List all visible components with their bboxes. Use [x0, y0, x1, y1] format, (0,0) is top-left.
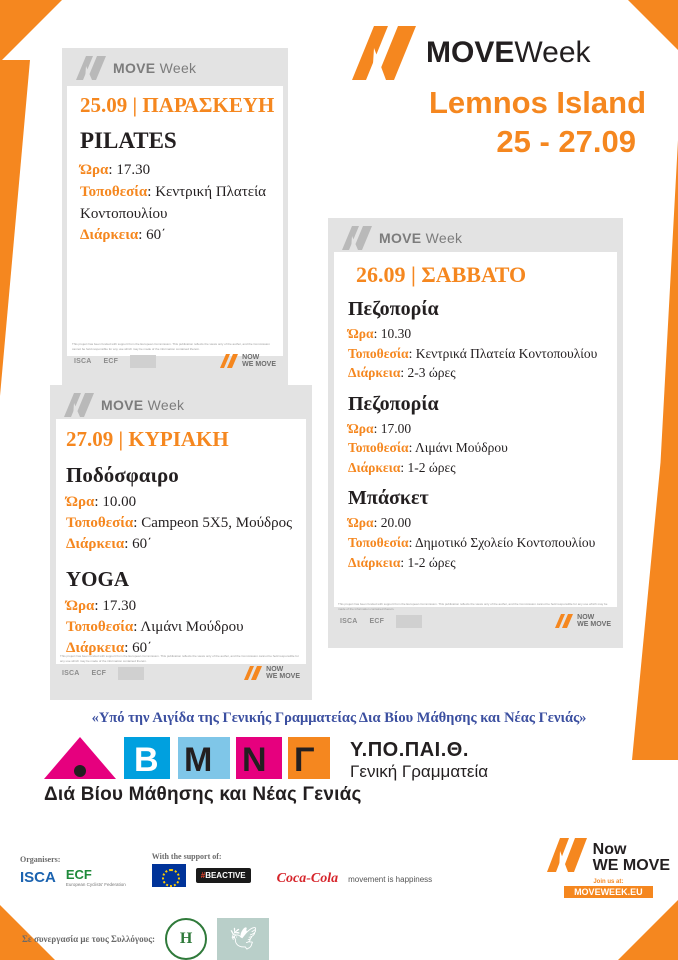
card-footer-logos: [56, 663, 306, 681]
eu-logo: [130, 355, 156, 368]
move-chevron-logo-icon: [244, 666, 262, 680]
activity-time-value: : 10.30: [373, 326, 412, 341]
activity-time: [348, 513, 616, 533]
day-card-sunday: [50, 385, 312, 700]
activity-time-value: : 20.00: [373, 515, 412, 531]
card-logo: [50, 385, 312, 417]
brand-title: [426, 38, 591, 68]
activity-place: [348, 344, 616, 364]
patronage-line: «Υπό την Αιγίδα της Γενικής Γραμματείας Δια Βίου Μάθησης και Νέας Γενιάς»: [91, 710, 587, 726]
activity-place: [66, 513, 302, 534]
card-footer-fineprint: This project has been funded with support from the European Commission. This publication reflects the views only of the author, and the Commission cannot be held responsible for any use which may be made of the information contained therein.: [338, 602, 608, 611]
activity-time-label: Ώρα: [348, 420, 374, 436]
card-date-saturday: 26.09 | ΣΑΒΒΑΤΟ: [356, 262, 527, 287]
organisers-label: Organisers:: [20, 855, 61, 864]
activity-duration-value: : 2-3 ώρες: [400, 365, 456, 381]
ecf-logo: ECF: [103, 357, 119, 365]
activity-title: Πεζοπορία: [348, 298, 439, 320]
activity-time: [66, 596, 302, 617]
card-footer-logos: [334, 611, 617, 629]
activity-time-label: Ώρα: [348, 326, 374, 341]
now-we-move-logo: [555, 614, 611, 629]
nwm-line1: NOW: [577, 614, 595, 621]
nwm-line1: NOW: [242, 354, 260, 361]
activity-duration-value: : 60΄: [138, 227, 167, 244]
svg-text:M: M: [184, 741, 213, 779]
ministry-name: Υ.ΠΟ.ΠΑΙ.Θ.: [350, 739, 469, 761]
corner-decoration-bottom-right: [618, 900, 678, 960]
support-group: [152, 852, 251, 887]
activity-duration-value: : 60΄: [124, 640, 153, 656]
poster-location: Lemnos Island: [428, 85, 646, 120]
gsdvm-logo-icon: [36, 735, 336, 781]
now-we-move-logo: [220, 354, 276, 369]
card-footer: [68, 340, 282, 382]
card-footer: [334, 600, 617, 642]
activity-place-value: : Campeon 5X5, Μούδρος: [133, 515, 293, 531]
card-date-sunday: 27.09 | ΚΥΡΙΑΚΗ: [66, 427, 229, 451]
activity-item: [66, 567, 302, 659]
activity-time: [66, 492, 302, 513]
isca-logo: ISCA: [20, 868, 56, 886]
activity-duration-label: Διάρκεια: [66, 640, 125, 656]
coca-cola-logo: Coca-Cola: [276, 871, 339, 886]
card-logo-week: Week: [143, 397, 185, 413]
activity-place: [80, 182, 280, 226]
move-chevron-logo-icon: [76, 56, 106, 80]
card-logo: [328, 218, 623, 250]
collaboration-section: [22, 918, 269, 960]
card-logo-move: MOVE: [101, 397, 144, 413]
activity-duration: [80, 225, 280, 247]
activity-duration-label: Διάρκεια: [80, 227, 139, 244]
eu-flag-icon: [152, 864, 186, 887]
activity-duration-label: Διάρκεια: [348, 554, 401, 570]
isca-logo: ISCA: [340, 617, 358, 625]
coca-cola-tagline: movement is happiness: [348, 874, 433, 884]
svg-text:B: B: [134, 741, 159, 779]
card-footer-logos: [68, 351, 282, 369]
card-logo-move: MOVE: [379, 230, 422, 246]
activity-duration-label: Διάρκεια: [348, 365, 401, 381]
activity-time-label: Ώρα: [66, 598, 95, 614]
move-chevron-logo-icon: [64, 393, 94, 417]
ecf-logo: ECF: [369, 617, 385, 625]
move-chevron-logo-icon: [352, 26, 416, 80]
nwm-line1: Now: [592, 840, 627, 858]
activity-time-label: Ώρα: [66, 494, 95, 510]
card-date-friday: 25.09 | ΠΑΡΑΣΚΕΥΗ: [80, 93, 275, 117]
card-body-friday: [80, 128, 280, 247]
activity-place-label: Τοποθεσία: [80, 183, 148, 200]
activity-time: [348, 324, 616, 344]
now-we-move-text: [242, 354, 276, 369]
activity-duration-value: : 1-2 ώρες: [400, 459, 456, 475]
now-we-move-text: [266, 666, 300, 681]
activity-item: [348, 298, 616, 383]
activity-time-value: : 10.00: [94, 494, 137, 510]
activity-duration-label: Διάρκεια: [66, 536, 125, 552]
activity-title: YOGA: [66, 567, 129, 591]
isca-logo: ISCA: [62, 669, 80, 677]
isca-logo: ISCA: [74, 357, 92, 365]
activity-time: [348, 419, 616, 439]
svg-text:N: N: [242, 741, 267, 779]
ecf-logo: [66, 867, 126, 887]
activity-duration: [348, 363, 616, 383]
eu-logo: [396, 615, 422, 628]
card-body-sunday: [66, 463, 302, 659]
nwm-line2: WE MOVE: [242, 361, 276, 369]
activity-title: Ποδόσφαιρο: [66, 463, 179, 487]
poster-header: [352, 26, 658, 160]
card-logo-week: Week: [155, 60, 197, 76]
activity-item: [348, 487, 616, 572]
activity-item: [348, 393, 616, 478]
activity-place-value: : Δημοτικό Σχολείο Κοντοπουλίου: [408, 534, 596, 550]
ecf-label: ECF: [65, 867, 92, 882]
activity-item: [66, 463, 302, 555]
poster-dates: 25 - 27.09: [496, 124, 636, 160]
activity-place: [66, 617, 302, 638]
activity-place-label: Τοποθεσία: [348, 440, 409, 456]
activity-duration-label: Διάρκεια: [348, 459, 401, 475]
card-logo: [62, 48, 288, 80]
now-we-move-text: [593, 842, 670, 874]
card-footer-fineprint: This project has been funded with support from the European Commission. This publication reflects the views only of the author, and the Commission cannot be held responsible for any use which may be made of the information contained therein.: [60, 654, 299, 663]
card-logo-move: MOVE: [113, 60, 156, 76]
collaboration-label: Σε συνεργασία με τους Συλλόγους:: [22, 934, 156, 944]
activity-place-value: : Κεντρικά Πλατεία Κοντοπουλίου: [408, 345, 598, 361]
activity-title: Μπάσκετ: [348, 487, 429, 510]
move-chevron-logo-icon: [342, 226, 372, 250]
activity-place-label: Τοποθεσία: [348, 345, 409, 361]
cocacola-group: [277, 871, 433, 887]
card-logo-text: [113, 60, 196, 76]
activity-duration: [348, 553, 616, 573]
ministry-subtitle: Διά Βίου Μάθησης και Νέας Γενιάς: [44, 784, 362, 805]
eu-logo: [118, 667, 144, 680]
ecf-sublabel: European Cyclists' Federation: [65, 882, 126, 887]
organisers-group: [20, 855, 126, 887]
beactive-hash: #: [200, 871, 206, 880]
now-we-move-logo: [244, 666, 300, 681]
activity-duration-value: : 60΄: [124, 536, 153, 552]
card-footer-fineprint: This project has been funded with support from the European Commission. This publication reflects the views only of the author, and the Commission cannot be held responsible for any use which may be made of the information contained therein.: [72, 342, 270, 351]
brand-move: MOVE: [426, 36, 515, 69]
beactive-label: BEACTIVE: [205, 871, 246, 880]
activity-duration-value: : 1-2 ώρες: [400, 554, 456, 570]
join-us-label: Join us at:: [593, 879, 624, 885]
card-logo-text: [379, 230, 462, 246]
ministry-block: [36, 735, 636, 782]
dove-icon: 🕊: [217, 918, 269, 960]
now-we-move-text: [577, 614, 611, 629]
card-logo-text: [101, 397, 184, 413]
nwm-line2: WE MOVE: [266, 673, 300, 681]
ecf-logo: ECF: [91, 669, 107, 677]
brand-week: Week: [514, 36, 591, 69]
activity-title: PILATES: [80, 128, 177, 153]
activity-time-label: Ώρα: [80, 162, 109, 178]
beactive-logo: [196, 868, 251, 883]
activity-place: [348, 533, 616, 553]
activity-duration: [348, 458, 616, 478]
corner-decoration-top-left: [0, 0, 62, 62]
seal-letter: H: [179, 930, 193, 947]
move-chevron-logo-icon: [220, 354, 238, 368]
activity-time-label: Ώρα: [348, 515, 374, 531]
edge-decoration-right: [632, 140, 678, 760]
activity-item: [80, 128, 280, 247]
move-chevron-logo-icon: [555, 614, 573, 628]
activity-time-value: : 17.30: [108, 162, 151, 178]
activity-place-value: : Κεντρική Πλατεία Κοντοπουλίου: [80, 183, 266, 222]
activity-place: [348, 438, 616, 458]
activity-place-label: Τοποθεσία: [66, 619, 134, 635]
activity-time-value: : 17.30: [94, 598, 137, 614]
card-body-saturday: [348, 298, 616, 572]
nwm-line2: WE MOVE: [577, 621, 611, 629]
activity-place-value: : Λιμάνι Μούδρου: [408, 440, 508, 456]
activity-title: Πεζοπορία: [348, 392, 439, 415]
activity-place-label: Τοποθεσία: [66, 515, 134, 531]
card-footer: [56, 652, 306, 694]
move-chevron-logo-icon: [547, 838, 587, 877]
activity-time: [80, 160, 280, 182]
ministry-secretariat: Γενική Γραμματεία: [350, 762, 489, 781]
activity-duration: [66, 534, 302, 555]
card-logo-week: Week: [421, 230, 463, 246]
now-we-move-badge[interactable]: [547, 838, 670, 898]
nwm-line1: NOW: [266, 666, 284, 673]
ministry-text: [350, 735, 488, 782]
club-seal-icon: [165, 918, 207, 960]
support-label: With the support of:: [151, 852, 222, 861]
day-card-friday: [62, 48, 288, 388]
nwm-line2: WE MOVE: [592, 856, 670, 874]
moveweek-url[interactable]: MOVEWEEK.EU: [564, 886, 653, 898]
activity-place-label: Τοποθεσία: [348, 534, 409, 550]
activity-place-value: : Λιμάνι Μούδρου: [133, 619, 244, 635]
svg-text:Γ: Γ: [294, 741, 315, 779]
edge-decoration-left: [0, 60, 30, 620]
day-card-saturday: [328, 218, 623, 648]
activity-time-value: : 17.00: [373, 420, 412, 436]
